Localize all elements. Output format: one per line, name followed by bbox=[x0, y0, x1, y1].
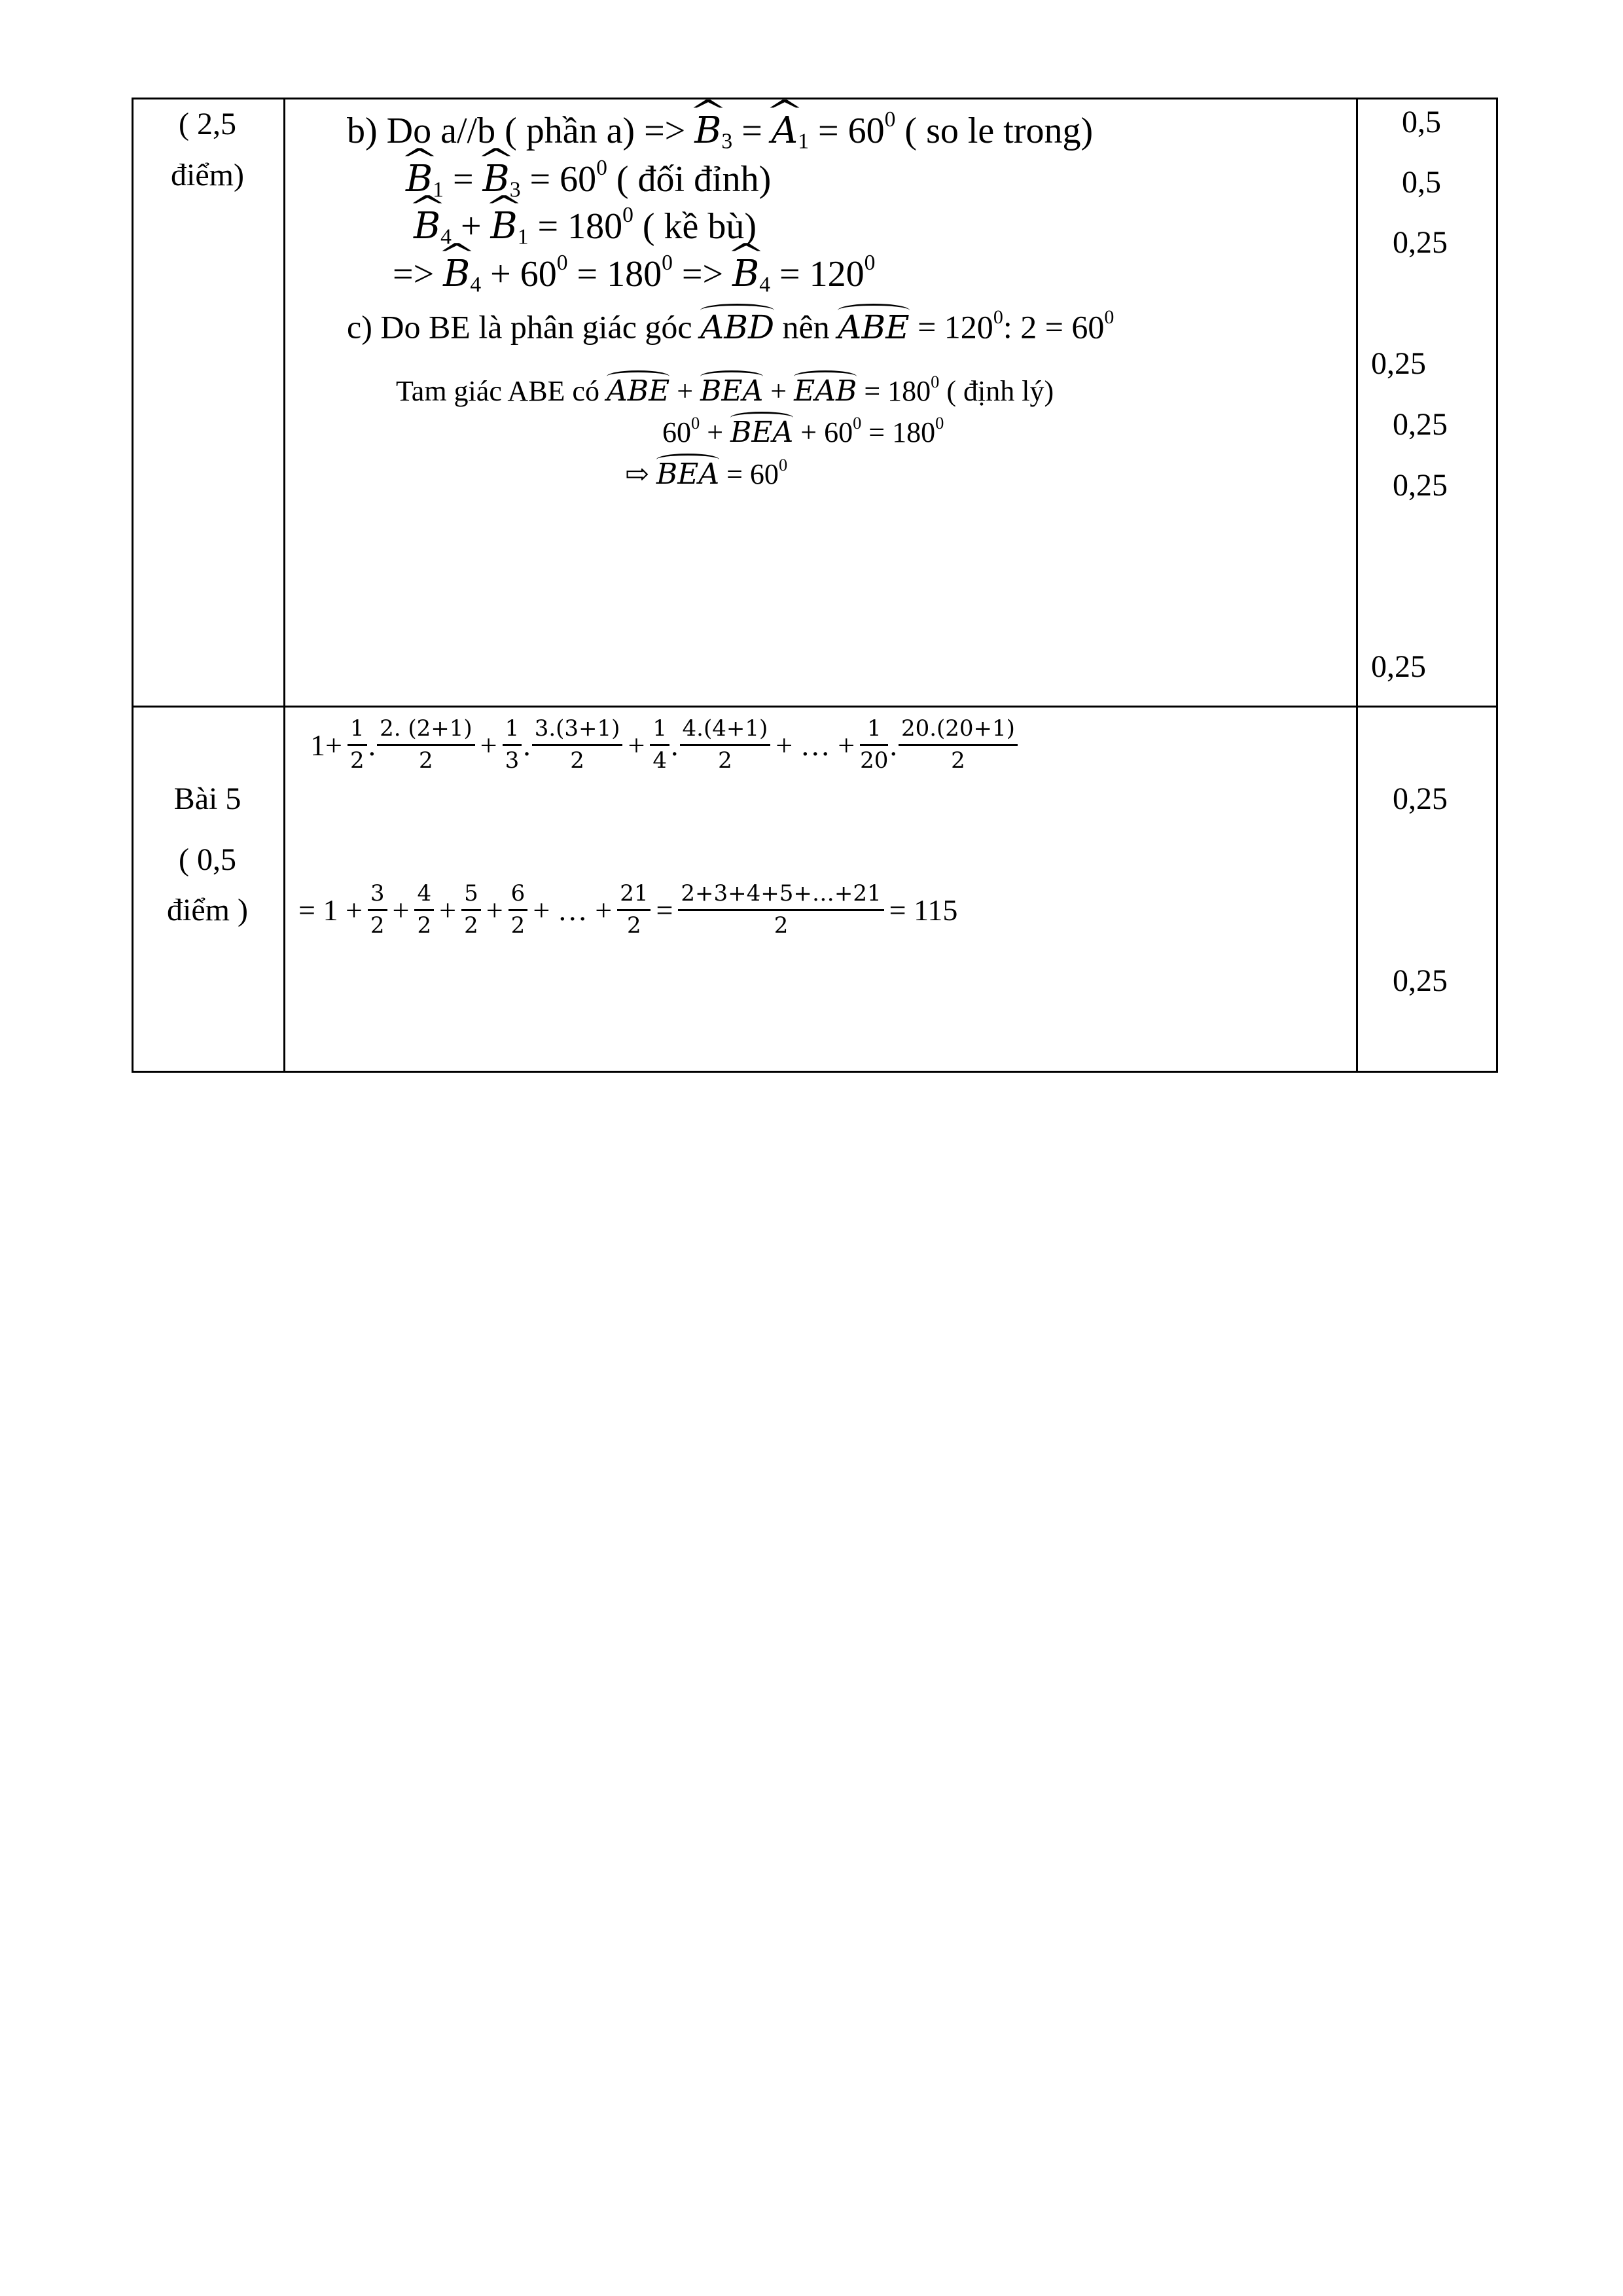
eq-sign: = bbox=[741, 111, 762, 152]
degree-sup: 0 bbox=[596, 156, 607, 180]
plus-sign: + bbox=[770, 374, 787, 407]
reason-ke-bu: ( kề bù) bbox=[642, 206, 757, 247]
degree-sup: 0 bbox=[691, 413, 700, 433]
angle-b3-sub: 3 bbox=[509, 177, 521, 202]
dot: . bbox=[368, 728, 376, 762]
denominator: 2 bbox=[951, 747, 965, 774]
numerator: 4.(4+1) bbox=[680, 716, 771, 745]
numerator: 6 bbox=[508, 881, 528, 910]
plus-sign: + bbox=[439, 893, 457, 927]
numerator: 21 bbox=[617, 881, 651, 910]
implies-arrow: => bbox=[681, 254, 724, 295]
denominator: 3 bbox=[505, 747, 520, 774]
fraction bbox=[348, 716, 367, 773]
ellipsis-sum: + … + bbox=[776, 728, 855, 762]
word-nen: nên bbox=[782, 308, 830, 346]
plus-sign: + bbox=[480, 728, 497, 762]
part-b-line-2 bbox=[406, 157, 771, 201]
plus-sign: + bbox=[677, 374, 694, 407]
part-c-line bbox=[347, 308, 1114, 344]
reason-so-le-trong: ( so le trong) bbox=[904, 111, 1094, 152]
degree-sup: 0 bbox=[884, 107, 896, 132]
score-bai5-1: 0,25 bbox=[1393, 781, 1448, 816]
score-b-line-1: 0,5 bbox=[1402, 105, 1441, 139]
table-border-top bbox=[132, 98, 1498, 99]
value-60: = 60 bbox=[529, 159, 597, 200]
bai5-points: ( 0,5 bbox=[179, 842, 236, 877]
fraction bbox=[503, 716, 522, 773]
angle-abd: ABD bbox=[700, 308, 775, 346]
numerator: 1 bbox=[348, 716, 367, 745]
plus-sign: + bbox=[392, 893, 410, 927]
score-c-line-1: 0,25 bbox=[1371, 346, 1426, 381]
angle-a1: ^ A bbox=[772, 113, 798, 149]
denominator: 4 bbox=[652, 747, 668, 774]
table-row-divider bbox=[132, 706, 1498, 708]
denominator: 2 bbox=[718, 747, 732, 774]
table-border-left bbox=[132, 98, 134, 1073]
angle-b4: ^ B bbox=[732, 256, 759, 293]
denominator: 2 bbox=[627, 912, 641, 939]
angle-eab: EAB bbox=[794, 374, 857, 408]
numerator: 3 bbox=[368, 881, 387, 910]
row1-label-points: ( 2,5 bbox=[179, 107, 236, 141]
table-col-divider-2 bbox=[1356, 98, 1358, 1073]
angle-b4-sub: 4 bbox=[470, 272, 482, 297]
table-border-bottom bbox=[132, 1071, 1498, 1073]
angle-bea: BEA bbox=[656, 457, 720, 491]
ellipsis-sum: + … + bbox=[533, 893, 613, 927]
plus-sign: + bbox=[628, 728, 645, 762]
degree-sup: 0 bbox=[931, 372, 940, 391]
degree-sup: 0 bbox=[556, 251, 568, 275]
angle-b4-sub: 4 bbox=[759, 272, 771, 297]
divide-result: : 2 = 60 bbox=[1003, 308, 1105, 346]
bai5-label: Bài 5 bbox=[173, 781, 241, 816]
angle-b1-sub: 1 bbox=[517, 224, 529, 249]
angle-abe: ABE bbox=[606, 374, 670, 408]
numerator: 1 bbox=[650, 716, 669, 745]
result-line bbox=[625, 456, 787, 489]
angle-b4-sub: 4 bbox=[440, 224, 452, 249]
degree-sup: 0 bbox=[622, 203, 633, 227]
degree-sup: 0 bbox=[662, 251, 673, 275]
fraction bbox=[899, 716, 1018, 773]
angle-b3: ^ B bbox=[483, 161, 510, 198]
plus-sign: + bbox=[486, 893, 503, 927]
score-b-line-3: 0,25 bbox=[1393, 225, 1448, 260]
value-60: = 60 bbox=[726, 457, 779, 490]
dot: . bbox=[523, 728, 531, 762]
angle-bea: BEA bbox=[700, 374, 764, 408]
numerator: 5 bbox=[461, 881, 481, 910]
substitution-line bbox=[662, 414, 944, 447]
eq-sign: = bbox=[656, 893, 673, 927]
degree-sup: 0 bbox=[1104, 306, 1115, 328]
fraction bbox=[461, 881, 481, 938]
denominator: 2 bbox=[417, 912, 432, 939]
eq-120: = 120 bbox=[779, 254, 865, 295]
fraction bbox=[680, 716, 771, 773]
angle-b3-sub: 3 bbox=[721, 129, 733, 154]
degree-sup: 0 bbox=[993, 306, 1003, 328]
numerator: 1 bbox=[860, 716, 888, 745]
reason-doi-dinh: ( đối đỉnh) bbox=[616, 159, 772, 200]
dot: . bbox=[671, 728, 679, 762]
triangle-prefix: Tam giác ABE có bbox=[396, 374, 599, 407]
value-180: = 180 bbox=[864, 374, 931, 407]
angle-b3: ^ B bbox=[694, 113, 721, 149]
value-60: 60 bbox=[662, 416, 691, 448]
fraction bbox=[508, 881, 528, 938]
implies-arrow: => bbox=[393, 254, 435, 295]
bai5-unit: điểm ) bbox=[167, 893, 248, 927]
fraction bbox=[617, 881, 651, 938]
angle-b4: ^ B bbox=[414, 208, 440, 245]
table-col-divider-1 bbox=[283, 98, 285, 1073]
lead-term: = 1 + bbox=[298, 893, 363, 927]
score-b-line-2: 0,5 bbox=[1402, 165, 1441, 200]
row1-label-unit: điểm) bbox=[171, 158, 244, 192]
fraction bbox=[368, 881, 387, 938]
degree-sup: 0 bbox=[853, 413, 862, 433]
value-180: = 180 bbox=[537, 206, 623, 247]
angle-abe: ABE bbox=[838, 308, 910, 346]
fraction bbox=[532, 716, 623, 773]
degree-sup: 0 bbox=[778, 455, 788, 475]
denominator: 2 bbox=[370, 912, 385, 939]
degree-sup: 0 bbox=[864, 251, 876, 275]
plus-sign: + bbox=[707, 416, 724, 448]
plus-60: + 60 bbox=[800, 416, 853, 448]
denominator: 2 bbox=[419, 747, 433, 774]
part-c-prefix: c) Do BE là phân giác góc bbox=[347, 308, 692, 346]
fraction bbox=[678, 881, 883, 938]
fraction bbox=[860, 716, 888, 773]
lead-term: 1+ bbox=[310, 728, 342, 762]
fraction bbox=[377, 716, 475, 773]
degree-sup: 0 bbox=[935, 413, 944, 433]
table-border-right bbox=[1496, 98, 1498, 1073]
numerator: 4 bbox=[414, 881, 434, 910]
score-bai5-2: 0,25 bbox=[1393, 963, 1448, 998]
angle-b1-sub: 1 bbox=[433, 177, 444, 202]
denominator: 2 bbox=[774, 912, 789, 939]
numerator: 2. (2+1) bbox=[377, 716, 475, 745]
value-60: = 60 bbox=[818, 111, 885, 152]
value-120: = 120 bbox=[918, 308, 993, 346]
denominator: 2 bbox=[464, 912, 478, 939]
eq-180: = 180 bbox=[868, 416, 936, 448]
denominator: 2 bbox=[570, 747, 584, 774]
denominator: 20 bbox=[860, 747, 889, 774]
plus-60: + 60 bbox=[490, 254, 557, 295]
part-b-prefix: b) Do a//b ( phần a) => bbox=[347, 111, 686, 152]
bai5-expression-1 bbox=[308, 715, 1020, 774]
dot: . bbox=[889, 728, 897, 762]
numerator: 2+3+4+5+…+21 bbox=[678, 881, 883, 910]
score-c-line-4: 0,25 bbox=[1371, 649, 1426, 684]
implies-arrow-icon: ⇨ bbox=[625, 457, 649, 490]
eq-180: = 180 bbox=[577, 254, 662, 295]
score-c-line-3: 0,25 bbox=[1393, 468, 1448, 503]
numerator: 3.(3+1) bbox=[532, 716, 623, 745]
denominator: 2 bbox=[510, 912, 526, 939]
part-b-line-1 bbox=[347, 109, 1093, 152]
angle-b4: ^ B bbox=[443, 256, 470, 293]
fraction bbox=[414, 881, 434, 938]
denominator: 2 bbox=[349, 747, 365, 774]
bai5-expression-2 bbox=[296, 880, 960, 939]
angle-a1-sub: 1 bbox=[798, 129, 810, 154]
part-b-line-4 bbox=[393, 252, 875, 296]
eq-sign: = bbox=[452, 159, 474, 200]
reason-dinh-ly: ( định lý) bbox=[946, 374, 1054, 407]
angle-bea: BEA bbox=[730, 415, 794, 449]
plus-sign: + bbox=[460, 206, 482, 247]
final-result: = 115 bbox=[889, 893, 958, 927]
numerator: 1 bbox=[503, 716, 522, 745]
fraction bbox=[650, 716, 669, 773]
triangle-sum-line bbox=[396, 373, 1054, 406]
numerator: 20.(20+1) bbox=[899, 716, 1018, 745]
angle-b1: ^ B bbox=[406, 161, 433, 198]
score-c-line-2: 0,25 bbox=[1393, 407, 1448, 442]
angle-b1: ^ B bbox=[491, 208, 518, 245]
